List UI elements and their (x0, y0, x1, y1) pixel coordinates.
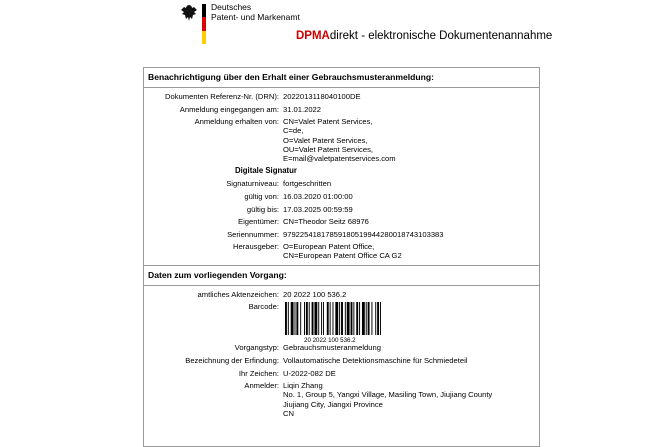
barcode-bar (347, 302, 350, 335)
barcode-bar (362, 302, 365, 335)
org-name (211, 2, 300, 22)
field-value-line: OU=Valet Patent Services, (283, 144, 373, 154)
barcode-bar (312, 302, 314, 335)
field-label: Signaturniveau: (226, 179, 279, 189)
field-row (144, 105, 539, 114)
barcode-bar (351, 302, 353, 335)
field-label: Seriennummer: (227, 229, 279, 239)
field-label: Anmeldung erhalten von: (194, 117, 279, 127)
section-case-heading: Daten zum vorliegenden Vorgang: (144, 265, 539, 286)
field-value (283, 242, 539, 260)
barcode-bar (375, 302, 376, 335)
eagle-icon (180, 4, 198, 22)
german-flag (202, 4, 206, 44)
field-row (144, 217, 539, 226)
barcode-bar (356, 302, 358, 335)
signature-rows (144, 179, 539, 260)
field-value (283, 369, 539, 378)
field-label: Eigentümer: (238, 217, 279, 227)
field-value (283, 356, 539, 365)
org-name-line1: Deutsches (211, 2, 252, 12)
field-label: amtliches Aktenzeichen: (197, 289, 279, 299)
field-value (283, 192, 539, 201)
field-row (144, 117, 539, 163)
field-value-line: Gebrauchsmusteranmeldung (283, 343, 381, 353)
field-row (144, 290, 539, 299)
barcode-bar (295, 302, 296, 335)
field-value-line: 97922541817859180519944280018743103383 (283, 229, 444, 239)
field-label: Anmeldung eingegangen am: (179, 104, 279, 114)
barcode-bar (327, 302, 329, 335)
field-value (283, 179, 539, 188)
field-label: Ihr Zeichen: (238, 368, 279, 378)
barcode-number: 20 2022 100 536.2 (304, 337, 356, 345)
field-value-line: 2022013118040100DE (283, 92, 361, 101)
field-value: 20 2022 100 536.2 (283, 289, 347, 299)
barcode-bar (335, 302, 338, 335)
field-row (144, 369, 539, 378)
barcode-bar (368, 302, 370, 335)
barcode-bar (323, 302, 324, 335)
barcode-bar (304, 302, 305, 335)
barcode-bar (366, 302, 367, 335)
field-row (144, 230, 539, 239)
receipt-document (143, 67, 540, 447)
barcode-bar (341, 302, 343, 335)
field-label: Bezeichnung der Erfindung: (185, 356, 279, 366)
barcode-bar (377, 302, 379, 335)
page-title (296, 30, 552, 42)
field-value-line: CN=European Patent Office CA G2 (283, 251, 402, 261)
barcode-bar (330, 302, 331, 335)
barcode-bar (285, 302, 287, 335)
field-label: gültig bis: (246, 204, 279, 214)
barcode-bar (371, 302, 372, 335)
field-row (144, 179, 539, 188)
barcode-bar (333, 302, 334, 335)
field-value-line: 31.01.2022 (283, 104, 322, 114)
field-label: Anmelder: (244, 381, 279, 391)
barcode (283, 302, 383, 345)
field-value-line: No. 1, Group 5, Yangxi Village, Masiling Town, Jiujiang County (283, 390, 493, 400)
barcode-bar (359, 302, 360, 335)
flag-gold-stripe (202, 31, 206, 44)
field-label: Dokumenten Referenz-Nr. (DRN): (165, 92, 279, 101)
page-title-rest: direkt - elektronische Dokumentenannahme (329, 30, 553, 42)
section-receipt-heading: Benachrichtigung über den Erhalt einer Gebrauchsmusteranmeldung: (144, 68, 539, 88)
field-row (144, 343, 539, 352)
field-row (144, 381, 539, 418)
barcode-bar (321, 302, 322, 335)
field-value (283, 217, 539, 226)
field-label: Herausgeber: (232, 242, 279, 252)
field-value-line: C=de, (283, 126, 304, 136)
field-value-line: E=mail@valetpatentservices.com (283, 153, 396, 163)
case-rows (144, 286, 539, 418)
field-row (144, 192, 539, 201)
barcode-bar (353, 302, 354, 335)
field-value (283, 381, 539, 418)
field-value (283, 92, 539, 101)
flag-red-stripe (202, 17, 206, 30)
field-value-line: Vollautomatische Detektionsmaschine für Schmiedeteil (283, 356, 468, 366)
barcode-bar (314, 302, 317, 335)
field-value-line: O=Valet Patent Services, (283, 135, 368, 145)
field-value (283, 105, 539, 114)
field-value-line: CN=Theodor Seitz 68976 (283, 217, 369, 227)
field-value-line: Jiujiang City, Jiangxi Province (283, 399, 383, 409)
barcode-bar (300, 302, 301, 335)
barcode-bar (318, 302, 319, 335)
barcode-bar (296, 302, 298, 335)
barcode-bar (309, 302, 310, 335)
signature-heading: Digitale Signatur (235, 166, 297, 176)
barcode-bar (339, 302, 340, 335)
flag-black-stripe (202, 4, 206, 17)
field-row (144, 242, 539, 260)
barcode-bar (306, 302, 308, 335)
field-value (283, 117, 539, 163)
field-row (144, 356, 539, 365)
field-label: gültig von: (244, 192, 279, 201)
field-value-line: 17.03.2025 00:59:59 (283, 204, 353, 214)
barcode-bar (380, 302, 381, 335)
page-title-brand: DPMA (296, 30, 330, 42)
field-value-line: U-2022-082 DE (283, 368, 336, 378)
field-value (283, 205, 539, 214)
org-name-line2: Patent- und Markenamt (211, 12, 300, 22)
barcode-bar (291, 302, 294, 335)
field-row (144, 205, 539, 214)
field-label: Vorgangstyp: (234, 343, 279, 353)
field-value-line: fortgeschritten (283, 179, 332, 189)
field-row (144, 92, 539, 101)
field-value-line: Liqin Zhang (283, 381, 323, 391)
receipt-rows (144, 88, 539, 163)
barcode-bar (288, 302, 289, 335)
field-label: Barcode: (248, 302, 279, 312)
field-value (283, 343, 539, 352)
field-value-line: O=European Patent Office, (283, 242, 375, 252)
barcode-bar (345, 302, 346, 335)
field-value-line: CN=Valet Patent Services, (283, 117, 373, 127)
field-value (283, 230, 539, 239)
barcode-row (144, 302, 539, 345)
field-value-line: 16.03.2020 01:00:00 (283, 192, 353, 201)
barcode-bars (283, 302, 383, 336)
field-value-line: CN (283, 408, 294, 418)
